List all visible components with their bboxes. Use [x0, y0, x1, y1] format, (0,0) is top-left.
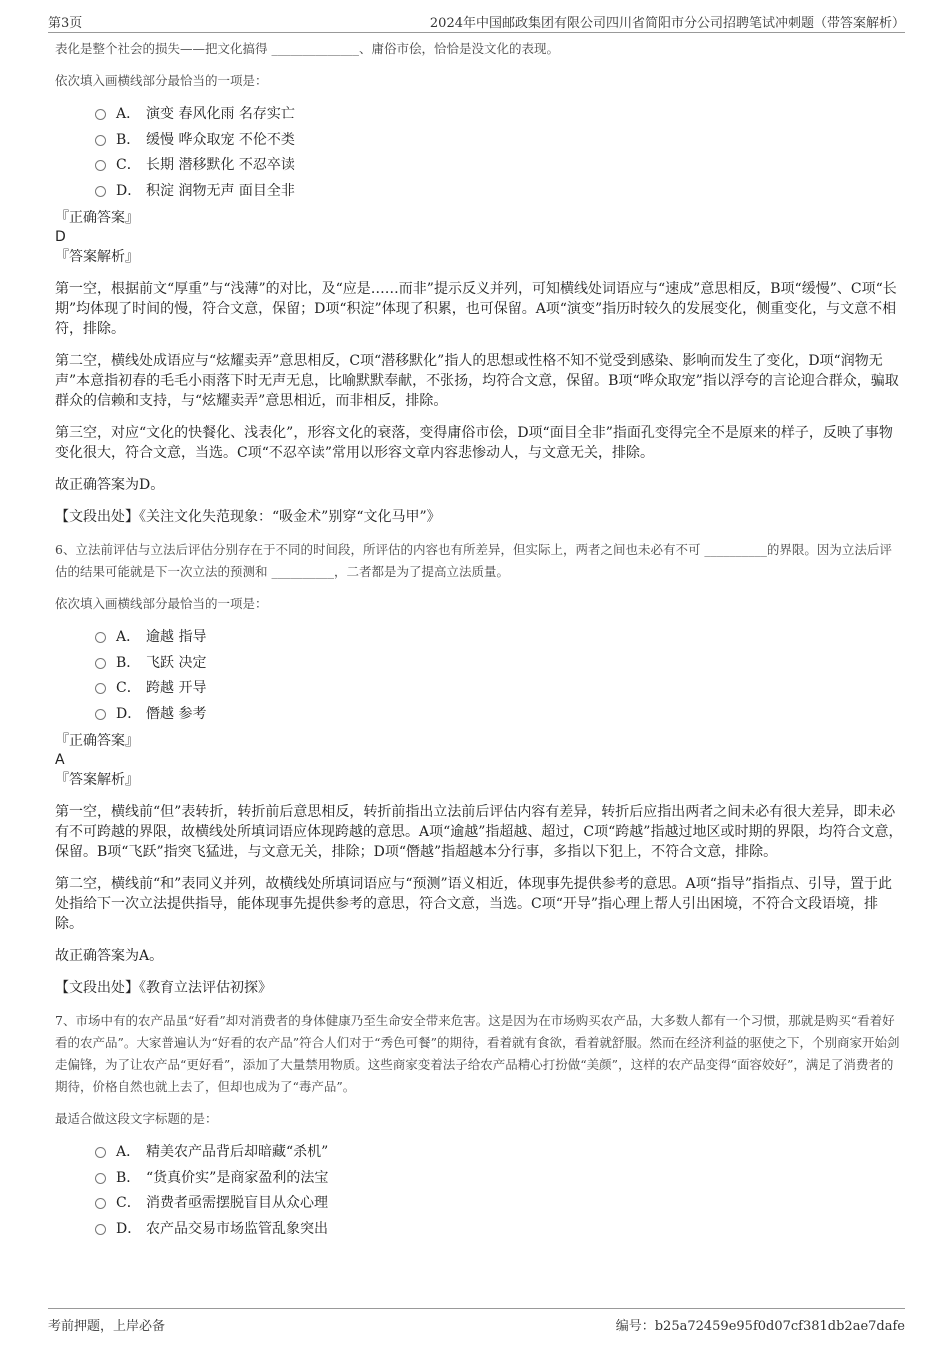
analysis-label: 『答案解析』 — [55, 772, 139, 788]
question-prompt: 依次填入画横线部分最恰当的一项是： — [55, 73, 268, 88]
option-letter: D． — [116, 182, 142, 199]
option-text: 跨越 开导 — [146, 680, 207, 696]
correct-answer-label: 『正确答案』 — [55, 733, 139, 749]
page-content — [55, 38, 903, 1246]
option-c[interactable] — [95, 153, 903, 179]
question-5 — [55, 38, 903, 527]
option-b[interactable] — [95, 1166, 903, 1192]
analysis-paragraph: 第二空，横线前“和”表同义并列，故横线处所填词语应与“预测”语义相近，体现事先提供参考的意思。A项“指导”指指点、引导，置于此处指给下一次立法提供指导，能体现事先提供参考的意思，符合文意，当选。C项“开导”指心理上帮人引出困境，不符合文段语境，排除。 — [55, 876, 893, 932]
option-text: 长期 潜移默化 不忍卒读 — [146, 157, 295, 173]
document-id: 编号：b25a72459e95f0d07cf381db2ae7dafe — [615, 1319, 905, 1334]
radio-icon[interactable] — [95, 709, 106, 720]
analysis-label: 『答案解析』 — [55, 249, 139, 265]
option-a[interactable] — [95, 625, 903, 651]
option-d[interactable] — [95, 702, 903, 728]
analysis-paragraph: 第二空，横线处成语应与“炫耀卖弄”意思相反，C项“潜移默化”指人的思想或性格不知不觉受到感染、影响而发生了变化，D项“润物无声”本意指初春的毛毛小雨落下时无声无息，比喻默默奉献，不张扬，均符合文意，保留。B项“哗众取宠”指以浮夸的言论迎合群众，骗取群众的信赖和支持，与“炫耀卖弄”意思相近，而非相反，排除。 — [55, 353, 899, 409]
option-letter: B． — [116, 1169, 141, 1186]
option-b[interactable] — [95, 128, 903, 154]
question-stem-tail: 表化是整个社会的损失——把文化搞得 ______________、庸俗市侩，恰恰是没文化的表现。 — [55, 41, 559, 56]
source-citation: 【文段出处】《教育立法评估初探》 — [55, 980, 272, 996]
option-letter: C． — [116, 680, 141, 696]
option-letter: A． — [116, 106, 141, 122]
radio-icon[interactable] — [95, 186, 106, 197]
question-stem: 7、市场中有的农产品虽“好看”却对消费者的身体健康乃至生命安全带来危害。这是因为在市场购买农产品，大多数人都有一个习惯，那就是购买“看着好看的农产品”。大家普遍认为“好看的农产品”符合人们对于“秀色可餐”的期待，看着就有食欲，看着就舒服。然而在经济利益的驱使之下，个别商家开始剑走偏锋，为了让农产品“更好看”，添加了大量禁用物质。这些商家变着法子给农产品精心打扮做“美颜”，这样的农产品变得“面容姣好”，满足了消费者的期待，价格自然也就上去了，但却也成为了“毒产品”。 — [55, 1013, 900, 1094]
page-header — [48, 8, 905, 33]
analysis-paragraph: 第三空，对应“文化的快餐化、浅表化”，形容文化的衰落，变得庸俗市侩，D项“面目全非”指面孔变得完全不是原来的样子，反映了事物变化很大，符合文意，当选。C项“不忍卒读”常用以形容文章内容悲惨动人，与文意无关，排除。 — [55, 425, 893, 461]
option-text: 缓慢 哗众取宠 不伦不类 — [146, 131, 295, 148]
question-6 — [55, 539, 903, 998]
option-list — [95, 1140, 903, 1242]
document-title: 2024年中国邮政集团有限公司四川省简阳市分公司招聘笔试冲刺题（带答案解析） — [429, 16, 905, 31]
option-b[interactable] — [95, 651, 903, 677]
option-text: “货真价实”是商家盈利的法宝 — [146, 1169, 329, 1186]
option-list — [95, 102, 903, 204]
correct-answer: A — [55, 752, 65, 768]
option-text: 僭越 参考 — [146, 705, 207, 722]
radio-icon[interactable] — [95, 658, 106, 669]
option-d[interactable] — [95, 1217, 903, 1243]
question-prompt: 依次填入画横线部分最恰当的一项是： — [55, 596, 268, 611]
option-c[interactable] — [95, 1191, 903, 1217]
option-text: 积淀 润物无声 面目全非 — [146, 182, 295, 199]
option-text: 飞跃 决定 — [146, 654, 207, 671]
radio-icon[interactable] — [95, 1198, 106, 1209]
option-letter: B． — [116, 131, 141, 148]
radio-icon[interactable] — [95, 109, 106, 120]
correct-answer: D — [55, 229, 66, 245]
option-letter: A． — [116, 629, 141, 645]
option-text: 逾越 指导 — [146, 629, 207, 645]
radio-icon[interactable] — [95, 160, 106, 171]
radio-icon[interactable] — [95, 1147, 106, 1158]
option-text: 演变 春风化雨 名存实亡 — [146, 106, 295, 122]
source-citation: 【文段出处】《关注文化失范现象：“吸金术”别穿“文化马甲”》 — [55, 509, 441, 525]
option-c[interactable] — [95, 676, 903, 702]
option-letter: A． — [116, 1144, 141, 1160]
page-footer — [48, 1308, 905, 1335]
option-letter: D． — [116, 705, 142, 722]
option-a[interactable] — [95, 102, 903, 128]
radio-icon[interactable] — [95, 683, 106, 694]
option-text: 农产品交易市场监管乱象突出 — [146, 1220, 328, 1237]
question-7 — [55, 1010, 903, 1242]
question-prompt: 最适合做这段文字标题的是： — [55, 1111, 218, 1126]
option-letter: B． — [116, 654, 141, 671]
correct-answer-label: 『正确答案』 — [55, 210, 139, 226]
radio-icon[interactable] — [95, 135, 106, 146]
analysis-paragraph: 第一空，横线前“但”表转折，转折前后意思相反，转折前指出立法前后评估内容有差异，转折后应指出两者之间未必有很大差异，即未必有不可跨越的界限，故横线处所填词语应体现跨越的意思。A项“逾越”指超越、超过，C项“跨越”指越过地区或时期的界限，均符合文意，保留。B项“飞跃”指突飞猛进，与文意无关，排除；D项“僭越”指超越本分行事，多指以下犯上，不符合文意，排除。 — [55, 804, 903, 860]
radio-icon[interactable] — [95, 1224, 106, 1235]
analysis-paragraph: 第一空，根据前文“厚重”与“浅薄”的对比，及“应是……而非”提示反义并列，可知横线处词语应与“速成”意思相反，B项“缓慢”、C项“长期”均体现了时间的慢，符合文意，保留；D项“积淀”体现了积累，也可保留。A项“演变”指历时较久的发展变化，侧重变化，与文意不相符，排除。 — [55, 281, 897, 337]
option-a[interactable] — [95, 1140, 903, 1166]
option-d[interactable] — [95, 179, 903, 205]
analysis-conclusion: 故正确答案为A。 — [55, 948, 164, 964]
option-text: 精美农产品背后却暗藏“杀机” — [146, 1144, 329, 1160]
option-text: 消费者亟需摆脱盲目从众心理 — [146, 1195, 328, 1211]
radio-icon[interactable] — [95, 1173, 106, 1184]
footer-slogan: 考前押题，上岸必备 — [48, 1319, 166, 1334]
page-number: 第3页 — [48, 16, 83, 31]
option-letter: D． — [116, 1220, 142, 1237]
option-letter: C． — [116, 1195, 141, 1211]
analysis-conclusion: 故正确答案为D。 — [55, 477, 165, 493]
radio-icon[interactable] — [95, 632, 106, 643]
option-letter: C． — [116, 157, 141, 173]
question-stem: 6、立法前评估与立法后评估分别存在于不同的时间段，所评估的内容也有所差异，但实际上，两者之间也未必有不可 __________的界限。因为立法后评估的结果可能就是下一次立法的预测和 __________，二者都是为了提高立法质量。 — [55, 542, 892, 579]
option-list — [95, 625, 903, 727]
